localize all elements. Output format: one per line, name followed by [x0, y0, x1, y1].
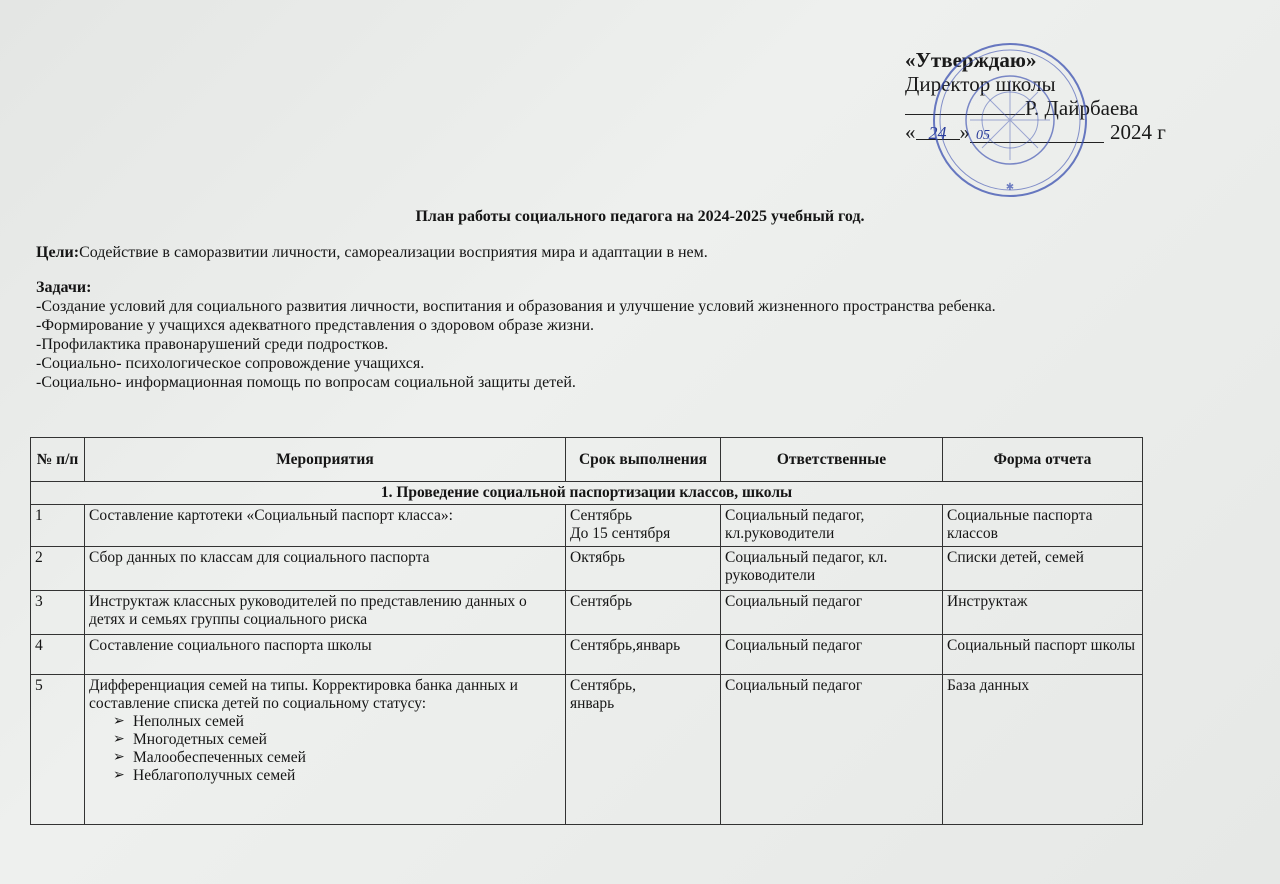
- cell-num: 3: [31, 591, 85, 635]
- cell-responsible: Социальный педагог: [721, 675, 943, 825]
- table-row: [31, 547, 1143, 591]
- cell-responsible: Социальный педагог: [721, 635, 943, 675]
- arrow-bullet-icon: ➢: [113, 732, 125, 747]
- cell-responsible: Социальный педагог, кл. руководители: [721, 547, 943, 591]
- table-row: [31, 675, 1143, 825]
- list-item-label: Многодетных семей: [133, 731, 267, 748]
- event-text: Дифференциация семей на типы. Корректировка банка данных и составление списка детей по социальному статусу:: [89, 677, 518, 712]
- cell-term: Сентябрь: [566, 591, 721, 635]
- goals-text: Содействие в саморазвитии личности, самореализации восприятия мира и адаптации в нем.: [79, 244, 708, 261]
- family-type-list: [89, 713, 561, 785]
- list-item-label: Малообеспеченных семей: [133, 749, 306, 766]
- cell-event: Составление социального паспорта школы: [85, 635, 566, 675]
- list-item: [113, 731, 561, 749]
- tasks-label: Задачи:: [36, 279, 92, 296]
- list-item-label: Неблагополучных семей: [133, 767, 296, 784]
- cell-term: [566, 675, 721, 825]
- cell-term: Сентябрь,январь: [566, 635, 721, 675]
- cell-term: [566, 505, 721, 547]
- term-line: До 15 сентября: [570, 525, 671, 542]
- date-month: 05: [970, 124, 1104, 143]
- approval-heading: «Утверждаю»: [905, 48, 1037, 72]
- arrow-bullet-icon: ➢: [113, 714, 125, 729]
- task-item: -Профилактика правонарушений среди подростков.: [36, 336, 389, 353]
- arrow-bullet-icon: ➢: [113, 768, 125, 783]
- list-item: [113, 749, 561, 767]
- date-day: 24: [916, 121, 960, 140]
- task-item: -Формирование у учащихся адекватного представления о здоровом образе жизни.: [36, 317, 595, 334]
- approval-position: Директор школы: [905, 72, 1056, 96]
- cell-report: Инструктаж: [943, 591, 1143, 635]
- cell-report: Списки детей, семей: [943, 547, 1143, 591]
- cell-event: Сбор данных по классам для социального паспорта: [85, 547, 566, 591]
- table-row: [31, 591, 1143, 635]
- cell-report: База данных: [943, 675, 1143, 825]
- cell-responsible: Социальный педагог: [721, 591, 943, 635]
- tasks-block: [36, 278, 996, 392]
- cell-report: Социальный паспорт школы: [943, 635, 1143, 675]
- goals-label: Цели:: [36, 244, 80, 261]
- date-open-quote: «: [905, 120, 916, 144]
- list-item: [113, 767, 561, 785]
- task-item: -Создание условий для социального развития личности, воспитания и образования и улучшение условий жизненного пространства ребенка.: [36, 298, 996, 315]
- cell-num: 2: [31, 547, 85, 591]
- cell-num: 5: [31, 675, 85, 825]
- cell-event: [85, 675, 566, 825]
- section-title: 1. Проведение социальной паспортизации классов, школы: [31, 482, 1143, 505]
- round-stamp-icon: [930, 40, 1090, 200]
- cell-num: 1: [31, 505, 85, 547]
- signature-name: Р. Дайрбаева: [1025, 96, 1139, 120]
- task-item: -Социально- психологическое сопровождение учащихся.: [36, 355, 425, 372]
- table-row: [31, 505, 1143, 547]
- cell-num: 4: [31, 635, 85, 675]
- date-close-quote: »: [959, 120, 970, 144]
- cell-report: Социальные паспорта классов: [943, 505, 1143, 547]
- page-title: План работы социального педагога на 2024-2025 учебный год.: [415, 208, 865, 225]
- header-term: Срок выполнения: [566, 438, 721, 482]
- date-year: 2024 г: [1110, 120, 1166, 144]
- header-num: № п/п: [31, 438, 85, 482]
- goals-line: [36, 244, 708, 262]
- table-header-row: [31, 438, 1143, 482]
- term-line: Сентябрь,: [570, 677, 636, 694]
- table-row: [31, 635, 1143, 675]
- header-report: Форма отчета: [943, 438, 1143, 482]
- header-responsible: Ответственные: [721, 438, 943, 482]
- plan-table: [30, 437, 1143, 825]
- header-event: Мероприятия: [85, 438, 566, 482]
- list-item: [113, 713, 561, 731]
- term-line: январь: [570, 695, 615, 712]
- cell-event: Составление картотеки «Социальный паспорт класса»:: [85, 505, 566, 547]
- arrow-bullet-icon: ➢: [113, 750, 125, 765]
- cell-event: Инструктаж классных руководителей по представлению данных о детях и семьях группы социального риска: [85, 591, 566, 635]
- svg-text:✱: ✱: [1005, 182, 1015, 193]
- list-item-label: Неполных семей: [133, 713, 244, 730]
- term-line: Сентябрь: [570, 507, 633, 524]
- cell-responsible: Социальный педагог, кл.руководители: [721, 505, 943, 547]
- section-row: [31, 482, 1143, 505]
- cell-term: Октябрь: [566, 547, 721, 591]
- task-item: -Социально- информационная помощь по вопросам социальной защиты детей.: [36, 374, 576, 391]
